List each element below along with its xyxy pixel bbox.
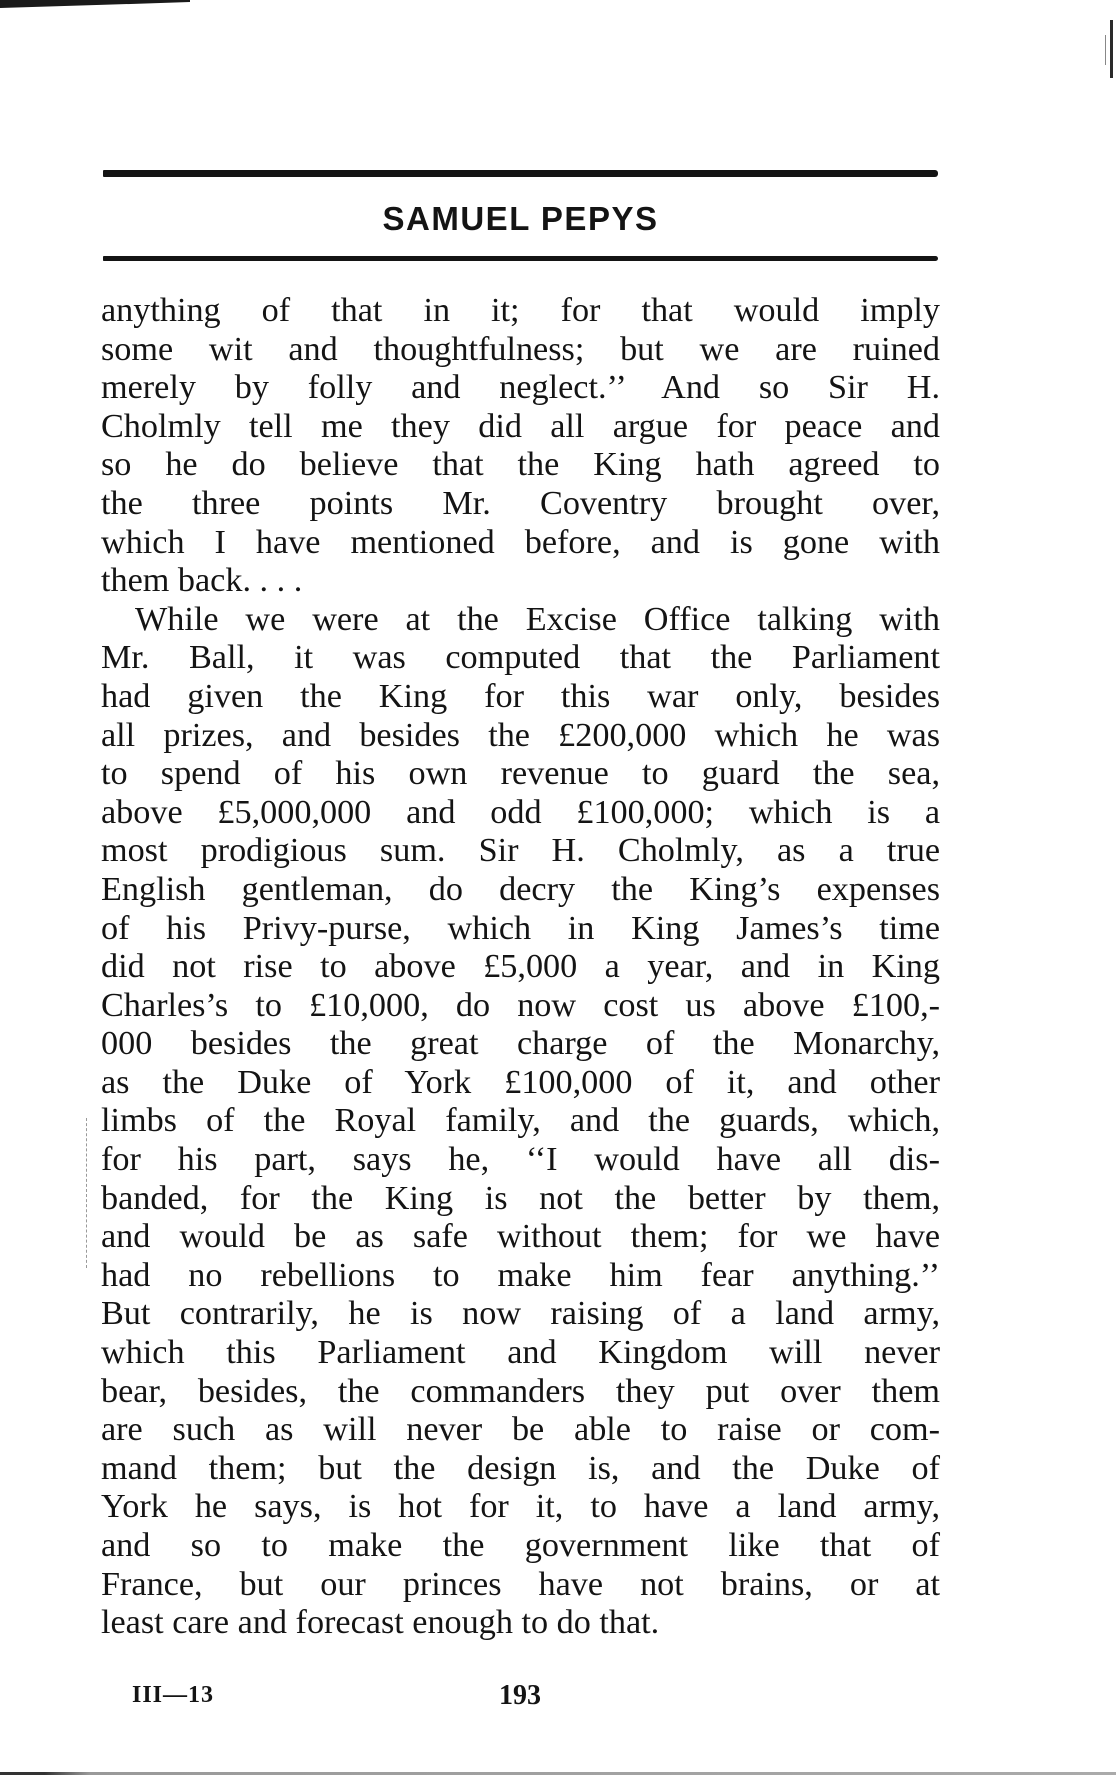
text-line: to spend of his own revenue to guard the sea, (101, 755, 940, 793)
scan-edge-mark-thin (1105, 35, 1106, 65)
header-rule-bottom (103, 256, 938, 261)
text-line: 000 besides the great charge of the Monarchy, (101, 1025, 940, 1063)
text-line: mand them; but the design is, and the Duke of (101, 1449, 940, 1487)
text-line: limbs of the Royal family, and the guards, which, (101, 1102, 940, 1140)
text-line: bear, besides, the commanders they put over them (101, 1372, 940, 1410)
text-line: But contrarily, he is now raising of a land army, (101, 1295, 940, 1333)
text-line: above £5,000,000 and odd £100,000; which is a (101, 793, 940, 831)
text-line: and so to make the government like that of (101, 1527, 940, 1564)
body-text (101, 292, 940, 1643)
text-line: some wit and thoughtfulness; but we are ruined (101, 330, 940, 368)
text-line: and would be as safe without them; for we have (101, 1218, 940, 1256)
paragraph-end-line: least care and forecast enough to do that. (101, 1604, 660, 1642)
margin-pencil-mark (86, 1118, 88, 1268)
scan-bottom-edge (0, 1772, 1116, 1775)
text-line: anything of that in it; for that would imply (101, 292, 940, 329)
text-line: the three points Mr. Coventry brought over, (101, 484, 940, 522)
text-line: merely by folly and neglect.’’ And so Sir H. (101, 369, 940, 407)
header-rule-top (103, 170, 938, 177)
text-line: so he do believe that the King hath agreed to (101, 446, 940, 484)
text-line: had given the King for this war only, besides (101, 677, 940, 715)
text-line: English gentleman, do decry the King’s expenses (101, 870, 940, 908)
signature-mark: III—13 (132, 1682, 215, 1708)
text-line: did not rise to above £5,000 a year, and in King (101, 948, 940, 986)
paragraph-start-line: While we were at the Excise Office talking with (135, 600, 940, 638)
text-line: are such as will never be able to raise or com- (101, 1411, 940, 1449)
text-line: as the Duke of York £100,000 of it, and other (101, 1063, 940, 1101)
text-line: of his Privy-purse, which in King James’s time (101, 909, 940, 947)
text-line: Cholmly tell me they did all argue for peace and (101, 407, 940, 445)
scan-edge-mark (1110, 20, 1113, 78)
text-line: York he says, is hot for it, to have a land army, (101, 1488, 940, 1526)
scan-corner-mark (0, 0, 190, 8)
text-line: which I have mentioned before, and is gone with (101, 523, 940, 561)
text-line: most prodigious sum. Sir H. Cholmly, as a true (101, 832, 940, 870)
text-line: for his part, says he, ‘‘I would have all dis- (101, 1141, 940, 1179)
text-line: Charles’s to £10,000, do now cost us above £100,- (101, 986, 940, 1024)
page-number: 193 (499, 1680, 541, 1711)
text-line: France, but our princes have not brains, or at (101, 1565, 940, 1603)
running-head: SAMUEL PEPYS (382, 200, 659, 237)
text-line: which this Parliament and Kingdom will never (101, 1334, 940, 1372)
text-line: Mr. Ball, it was computed that the Parliament (101, 639, 940, 677)
text-line: banded, for the King is not the better by them, (101, 1179, 940, 1217)
text-line: had no rebellions to make him fear anything.’’ (101, 1256, 940, 1294)
text-line: all prizes, and besides the £200,000 which he was (101, 716, 940, 754)
paragraph-end-line: them back. . . . (101, 562, 303, 600)
